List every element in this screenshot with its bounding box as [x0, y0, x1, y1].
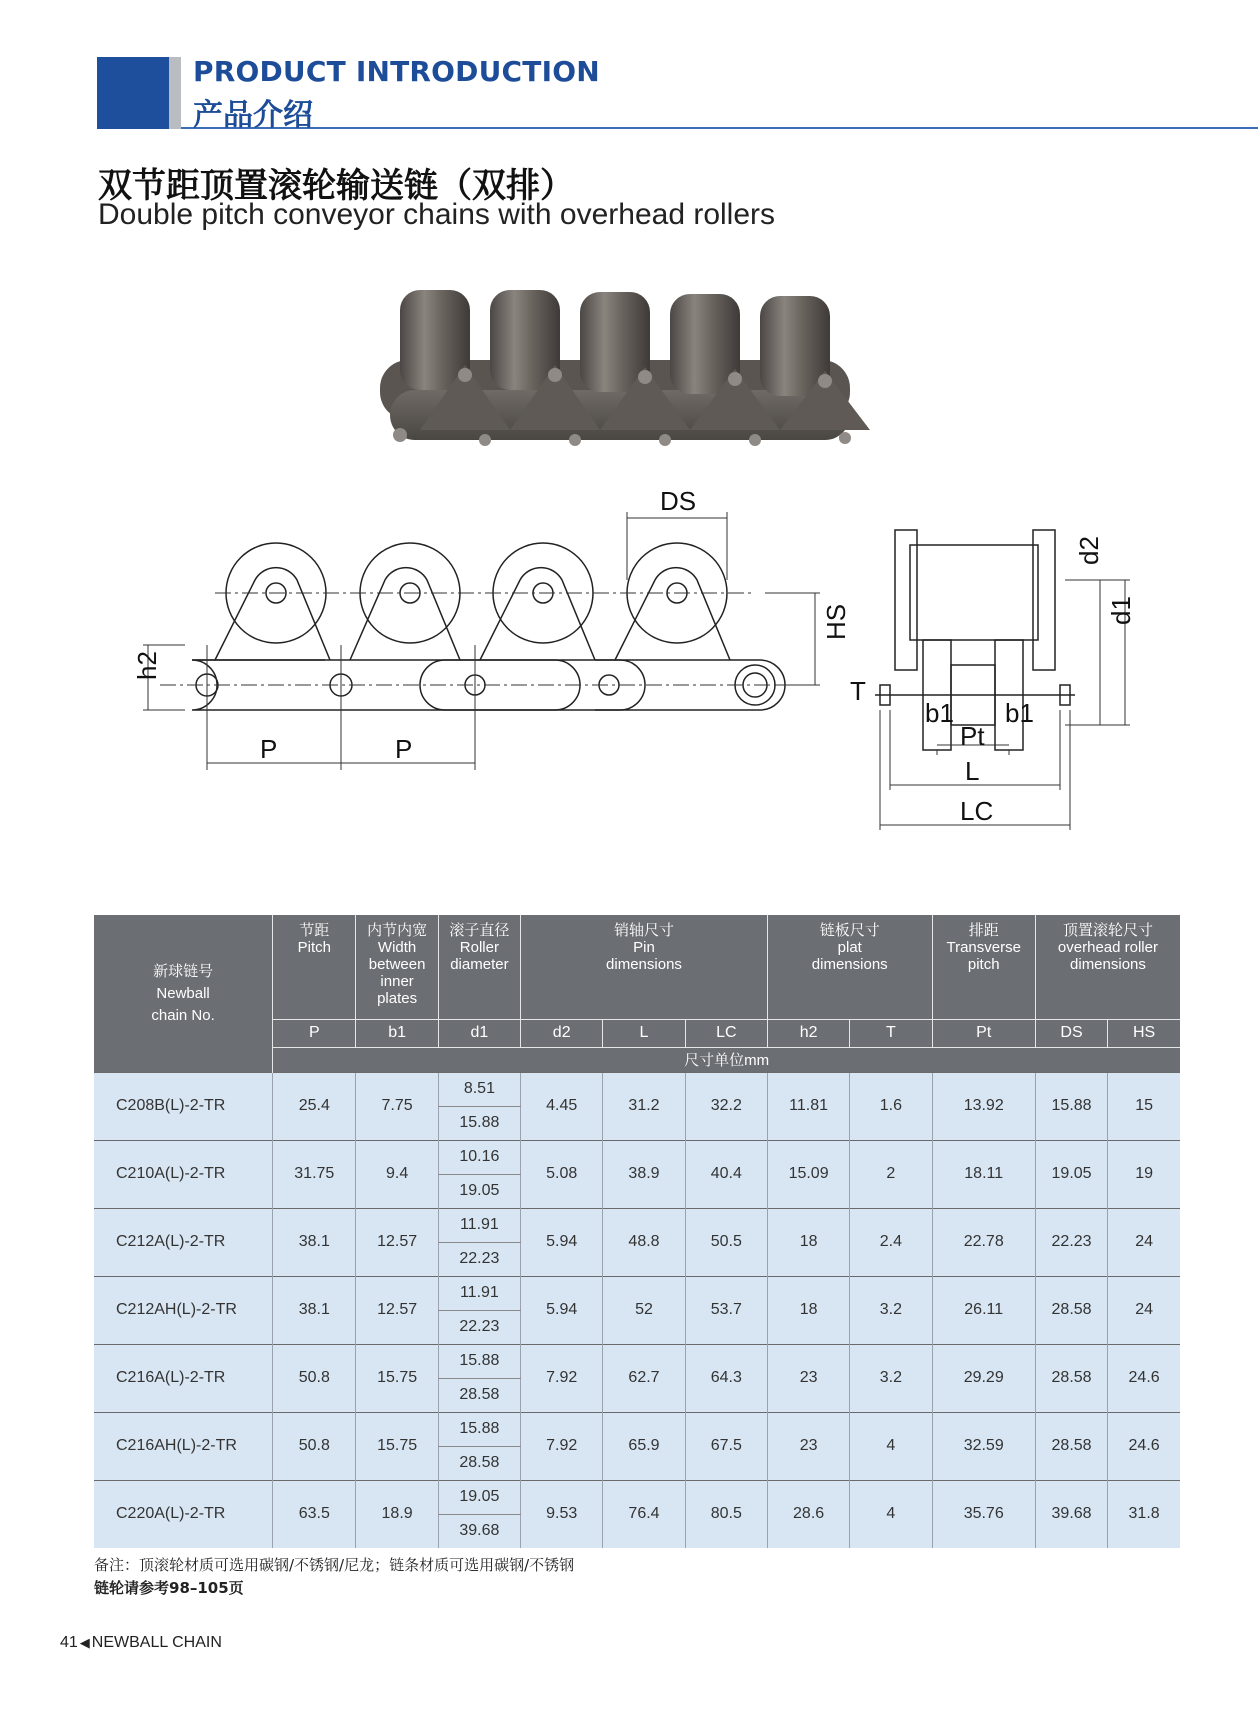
product-title-en: Double pitch conveyor chains with overhead rollers [98, 198, 776, 231]
cell-p: 63.5 [273, 1480, 356, 1548]
cell-t: 2 [850, 1140, 932, 1208]
cell-h2: 18 [767, 1276, 849, 1344]
cell-b1: 9.4 [356, 1140, 438, 1208]
cell-b1: 7.75 [356, 1072, 438, 1140]
drawing-end-view [875, 530, 1075, 750]
header-accent-bar [97, 57, 169, 129]
cell-d1-inner: 11.91 [438, 1276, 520, 1310]
sym-d1: d1 [438, 1019, 520, 1047]
cell-b1: 15.75 [356, 1344, 438, 1412]
cell-d1-inner: 8.51 [438, 1072, 520, 1106]
header-rule [181, 127, 1258, 129]
label-ds: DS [660, 486, 697, 516]
sym-p: P [273, 1019, 356, 1047]
header-title-en: PRODUCT INTRODUCTION [193, 55, 600, 88]
cell-d1-outer: 28.58 [438, 1446, 520, 1480]
cell-t: 4 [850, 1412, 932, 1480]
cell-h2: 23 [767, 1344, 849, 1412]
product-title-cn: 双节距顶置滚轮输送链（双排） [98, 166, 574, 206]
sym-l: L [603, 1019, 685, 1047]
table-row [94, 1412, 1180, 1446]
cell-d1-inner: 15.88 [438, 1412, 520, 1446]
cell-l: 38.9 [603, 1140, 685, 1208]
cell-p: 50.8 [273, 1344, 356, 1412]
footer-brand: NEWBALL CHAIN [91, 1634, 222, 1651]
sym-b1: b1 [356, 1019, 438, 1047]
cell-d1-inner: 10.16 [438, 1140, 520, 1174]
sym-pt: Pt [932, 1019, 1035, 1047]
cell-ds: 28.58 [1035, 1412, 1107, 1480]
cell-pt: 26.11 [932, 1276, 1035, 1344]
cell-d2: 5.94 [521, 1208, 603, 1276]
sym-hs: HS [1108, 1019, 1180, 1047]
label-p1: P [260, 734, 278, 764]
table-row [94, 1140, 1180, 1174]
cell-h2: 23 [767, 1412, 849, 1480]
th-pin: 销轴尺寸 Pin dimensions [521, 915, 768, 1019]
label-pt: Pt [960, 721, 985, 751]
header-accent-stripe [169, 57, 181, 129]
cell-l: 76.4 [603, 1480, 685, 1548]
cell-chain-no: C212A(L)-2-TR [94, 1208, 273, 1276]
cell-hs: 24.6 [1108, 1344, 1180, 1412]
header-row-titles [94, 915, 1180, 1019]
cell-l: 31.2 [603, 1072, 685, 1140]
cell-chain-no: C208B(L)-2-TR [94, 1072, 273, 1140]
spec-table [94, 915, 1180, 1548]
label-b1-right: b1 [1005, 698, 1034, 728]
footer [60, 1634, 222, 1652]
cell-d1-outer: 22.23 [438, 1310, 520, 1344]
cell-d1-outer: 28.58 [438, 1378, 520, 1412]
cell-d1-inner: 11.91 [438, 1208, 520, 1242]
cell-hs: 15 [1108, 1072, 1180, 1140]
label-lc: LC [960, 796, 994, 826]
cell-d1-outer: 19.05 [438, 1174, 520, 1208]
label-p2: P [395, 734, 413, 764]
cell-hs: 24 [1108, 1208, 1180, 1276]
label-l: L [965, 756, 980, 786]
cell-ds: 39.68 [1035, 1480, 1107, 1548]
cell-pt: 32.59 [932, 1412, 1035, 1480]
cell-chain-no: C220A(L)-2-TR [94, 1480, 273, 1548]
cell-d2: 7.92 [521, 1344, 603, 1412]
cell-pt: 18.11 [932, 1140, 1035, 1208]
cell-d1-inner: 19.05 [438, 1480, 520, 1514]
cell-hs: 24 [1108, 1276, 1180, 1344]
cell-lc: 40.4 [685, 1140, 767, 1208]
cell-chain-no: C212AH(L)-2-TR [94, 1276, 273, 1344]
cell-ds: 28.58 [1035, 1276, 1107, 1344]
cell-d2: 7.92 [521, 1412, 603, 1480]
cell-t: 3.2 [850, 1344, 932, 1412]
cell-h2: 28.6 [767, 1480, 849, 1548]
note-materials: 备注：顶滚轮材质可选用碳钢/不锈钢/尼龙；链条材质可选用碳钢/不锈钢 [94, 1556, 575, 1574]
cell-pt: 35.76 [932, 1480, 1035, 1548]
table-row [94, 1480, 1180, 1514]
label-t: T [850, 676, 866, 706]
drawing-center-lines [143, 512, 820, 770]
cell-p: 25.4 [273, 1072, 356, 1140]
technical-drawing [115, 480, 1160, 870]
cell-lc: 50.5 [685, 1208, 767, 1276]
cell-chain-no: C216AH(L)-2-TR [94, 1412, 273, 1480]
label-b1-left: b1 [925, 698, 954, 728]
cell-t: 3.2 [850, 1276, 932, 1344]
cell-d1-outer: 39.68 [438, 1514, 520, 1548]
unit-label: 尺寸单位mm [273, 1047, 1180, 1072]
cell-b1: 12.57 [356, 1276, 438, 1344]
sym-ds: DS [1035, 1019, 1107, 1047]
cell-d1-outer: 15.88 [438, 1106, 520, 1140]
cell-p: 31.75 [273, 1140, 356, 1208]
cell-ds: 22.23 [1035, 1208, 1107, 1276]
table-row [94, 1208, 1180, 1242]
note-sprocket-ref: 链轮请参考98–105页 [94, 1579, 244, 1597]
cell-d2: 5.94 [521, 1276, 603, 1344]
cell-ds: 15.88 [1035, 1072, 1107, 1140]
cell-pt: 22.78 [932, 1208, 1035, 1276]
cell-ds: 19.05 [1035, 1140, 1107, 1208]
header-title-cn: 产品介绍 [193, 98, 313, 133]
cell-hs: 31.8 [1108, 1480, 1180, 1548]
sym-t: T [850, 1019, 932, 1047]
cell-t: 4 [850, 1480, 932, 1548]
table-row [94, 1344, 1180, 1378]
th-plate: 链板尺寸 plat dimensions [767, 915, 932, 1019]
cell-p: 50.8 [273, 1412, 356, 1480]
th-chain-no: 新球链号 Newball chain No. [94, 915, 273, 1072]
cell-h2: 18 [767, 1208, 849, 1276]
cell-l: 48.8 [603, 1208, 685, 1276]
cell-hs: 24.6 [1108, 1412, 1180, 1480]
cell-lc: 67.5 [685, 1412, 767, 1480]
cell-ds: 28.58 [1035, 1344, 1107, 1412]
cell-h2: 11.81 [767, 1072, 849, 1140]
cell-d1-outer: 22.23 [438, 1242, 520, 1276]
cell-d2: 9.53 [521, 1480, 603, 1548]
th-roller: 滚子直径 Roller diameter [438, 915, 520, 1019]
th-width: 内节内宽 Width between inner plates [356, 915, 438, 1019]
cell-b1: 12.57 [356, 1208, 438, 1276]
cell-lc: 53.7 [685, 1276, 767, 1344]
table-row [94, 1072, 1180, 1106]
cell-l: 52 [603, 1276, 685, 1344]
th-overhead: 顶置滚轮尺寸 overhead roller dimensions [1035, 915, 1180, 1019]
cell-l: 65.9 [603, 1412, 685, 1480]
cell-pt: 13.92 [932, 1072, 1035, 1140]
sym-d2: d2 [521, 1019, 603, 1047]
cell-chain-no: C216A(L)-2-TR [94, 1344, 273, 1412]
label-d1: d1 [1106, 596, 1136, 625]
table-row [94, 1276, 1180, 1310]
cell-pt: 29.29 [932, 1344, 1035, 1412]
th-pitch: 节距 Pitch [273, 915, 356, 1019]
cell-p: 38.1 [273, 1208, 356, 1276]
cell-t: 1.6 [850, 1072, 932, 1140]
cell-d2: 5.08 [521, 1140, 603, 1208]
cell-b1: 15.75 [356, 1412, 438, 1480]
arrow-left-icon: ◀ [79, 1635, 90, 1650]
cell-p: 38.1 [273, 1276, 356, 1344]
cell-hs: 19 [1108, 1140, 1180, 1208]
cell-d1-inner: 15.88 [438, 1344, 520, 1378]
cell-h2: 15.09 [767, 1140, 849, 1208]
sym-lc: LC [685, 1019, 767, 1047]
label-h2: h2 [132, 651, 162, 680]
cell-l: 62.7 [603, 1344, 685, 1412]
cell-lc: 32.2 [685, 1072, 767, 1140]
cell-t: 2.4 [850, 1208, 932, 1276]
product-photo [380, 280, 910, 465]
cell-lc: 80.5 [685, 1480, 767, 1548]
cell-lc: 64.3 [685, 1344, 767, 1412]
th-transverse: 排距 Transverse pitch [932, 915, 1035, 1019]
label-hs: HS [821, 603, 851, 640]
sym-h2: h2 [767, 1019, 849, 1047]
cell-chain-no: C210A(L)-2-TR [94, 1140, 273, 1208]
cell-b1: 18.9 [356, 1480, 438, 1548]
label-d2: d2 [1074, 536, 1104, 565]
cell-d2: 4.45 [521, 1072, 603, 1140]
page-number: 41 [60, 1634, 78, 1651]
